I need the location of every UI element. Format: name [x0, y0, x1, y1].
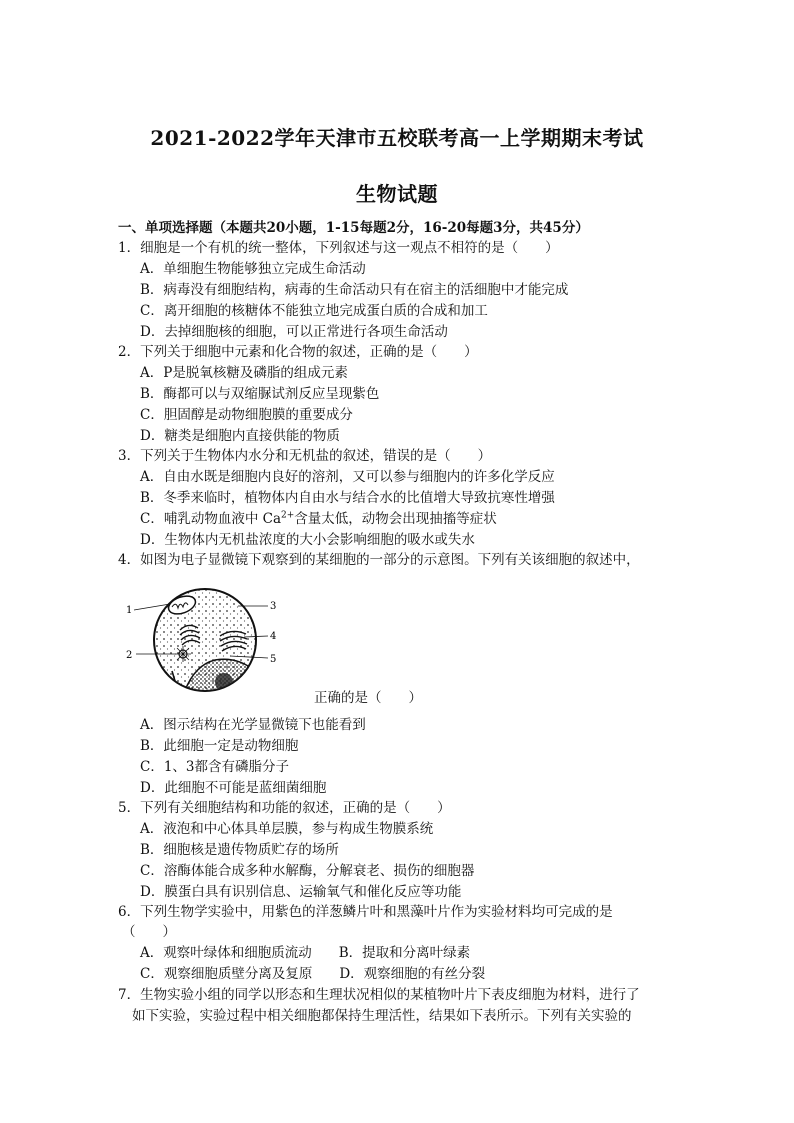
question-6-options-ab: A．观察叶绿体和细胞质流动 B．提取和分离叶绿素 — [140, 945, 471, 961]
question-2-option-a: A．P是脱氧核糖及磷脂的组成元素 — [140, 365, 348, 381]
question-2-option-d: D．糖类是细胞内直接供能的物质 — [140, 428, 340, 444]
question-1-option-a: A．单细胞生物能够独立完成生命活动 — [140, 261, 366, 277]
exam-title: 2021-2022学年天津市五校联考高一上学期期末考试 — [150, 126, 644, 150]
figure-label-5: 5 — [270, 654, 277, 665]
section-heading: 一、单项选择题（本题共20小题，1-15每题2分，16-20每题3分，共45分） — [118, 220, 589, 236]
question-3-option-c-text: C．哺乳动物血液中 Ca — [140, 511, 281, 527]
question-6-stem-continued: （ ） — [122, 924, 176, 940]
question-4-option-a: A．图示结构在光学显微镜下也能看到 — [140, 717, 366, 733]
question-3-option-a: A．自由水既是细胞内良好的溶剂，又可以参与细胞内的许多化学反应 — [140, 469, 555, 485]
question-3-option-d: D．生物体内无机盐浓度的大小会影响细胞的吸水或失水 — [140, 532, 475, 548]
question-1-option-d: D．去掉细胞核的细胞，可以正常进行各项生命活动 — [140, 324, 448, 340]
question-4-option-b: B．此细胞一定是动物细胞 — [140, 738, 299, 754]
question-6-options-cd: C．观察细胞质壁分离及复原 D．观察细胞的有丝分裂 — [140, 966, 486, 982]
question-1-option-b: B．病毒没有细胞结构，病毒的生命活动只有在宿主的活细胞中才能完成 — [140, 282, 569, 298]
question-1-stem: 1．细胞是一个有机的统一整体，下列叙述与这一观点不相符的是（ ） — [118, 240, 559, 256]
question-4-option-c: C．1、3都含有磷脂分子 — [140, 759, 290, 775]
question-5-option-b: B．细胞核是遗传物质贮存的场所 — [140, 842, 339, 858]
question-4-option-d: D．此细胞不可能是蓝细菌细胞 — [140, 780, 327, 796]
question-1-option-c: C．离开细胞的核糖体不能独立地完成蛋白质的合成和加工 — [140, 303, 488, 319]
question-5-option-a: A．液泡和中心体具单层膜，参与构成生物膜系统 — [140, 821, 434, 837]
cell-diagram — [120, 574, 290, 706]
question-3-stem: 3．下列关于生物体内水分和无机盐的叙述，错误的是（ ） — [118, 448, 492, 464]
subject-title: 生物试题 — [356, 182, 438, 206]
calcium-charge: 2+ — [281, 510, 295, 521]
figure-label-2: 2 — [126, 650, 133, 661]
question-4-stem-continued: 正确的是（ ） — [314, 690, 422, 706]
question-2-stem: 2．下列关于细胞中元素和化合物的叙述，正确的是（ ） — [118, 344, 478, 360]
question-5-option-c: C．溶酶体能合成多种水解酶，分解衰老、损伤的细胞器 — [140, 863, 475, 879]
question-3-option-b: B．冬季来临时，植物体内自由水与结合水的比值增大导致抗寒性增强 — [140, 490, 555, 506]
question-3-option-c-text-end: 含量太低，动物会出现抽搐等症状 — [294, 511, 497, 527]
question-4-stem: 4．如图为电子显微镜下观察到的某细胞的一部分的示意图。下列有关该细胞的叙述中， — [118, 552, 640, 568]
question-7-stem-continued: 如下实验，实验过程中相关细胞都保持生理活性，结果如下表所示。下列有关实验的 — [132, 1008, 632, 1024]
figure-label-1: 1 — [126, 605, 133, 616]
question-3-option-c — [140, 509, 497, 529]
question-7-stem: 7．生物实验小组的同学以形态和生理状况相似的某植物叶片下表皮细胞为材料，进行了 — [118, 987, 640, 1003]
question-2-option-b: B．酶都可以与双缩脲试剂反应呈现紫色 — [140, 386, 380, 402]
figure-label-3: 3 — [270, 601, 277, 612]
figure-label-4: 4 — [270, 631, 277, 642]
question-6-stem: 6．下列生物学实验中，用紫色的洋葱鳞片叶和黑藻叶片作为实验材料均可完成的是 — [118, 904, 613, 920]
question-5-option-d: D．膜蛋白具有识别信息、运输氧气和催化反应等功能 — [140, 884, 462, 900]
question-2-option-c: C．胆固醇是动物细胞膜的重要成分 — [140, 407, 353, 423]
question-5-stem: 5．下列有关细胞结构和功能的叙述，正确的是（ ） — [118, 800, 451, 816]
